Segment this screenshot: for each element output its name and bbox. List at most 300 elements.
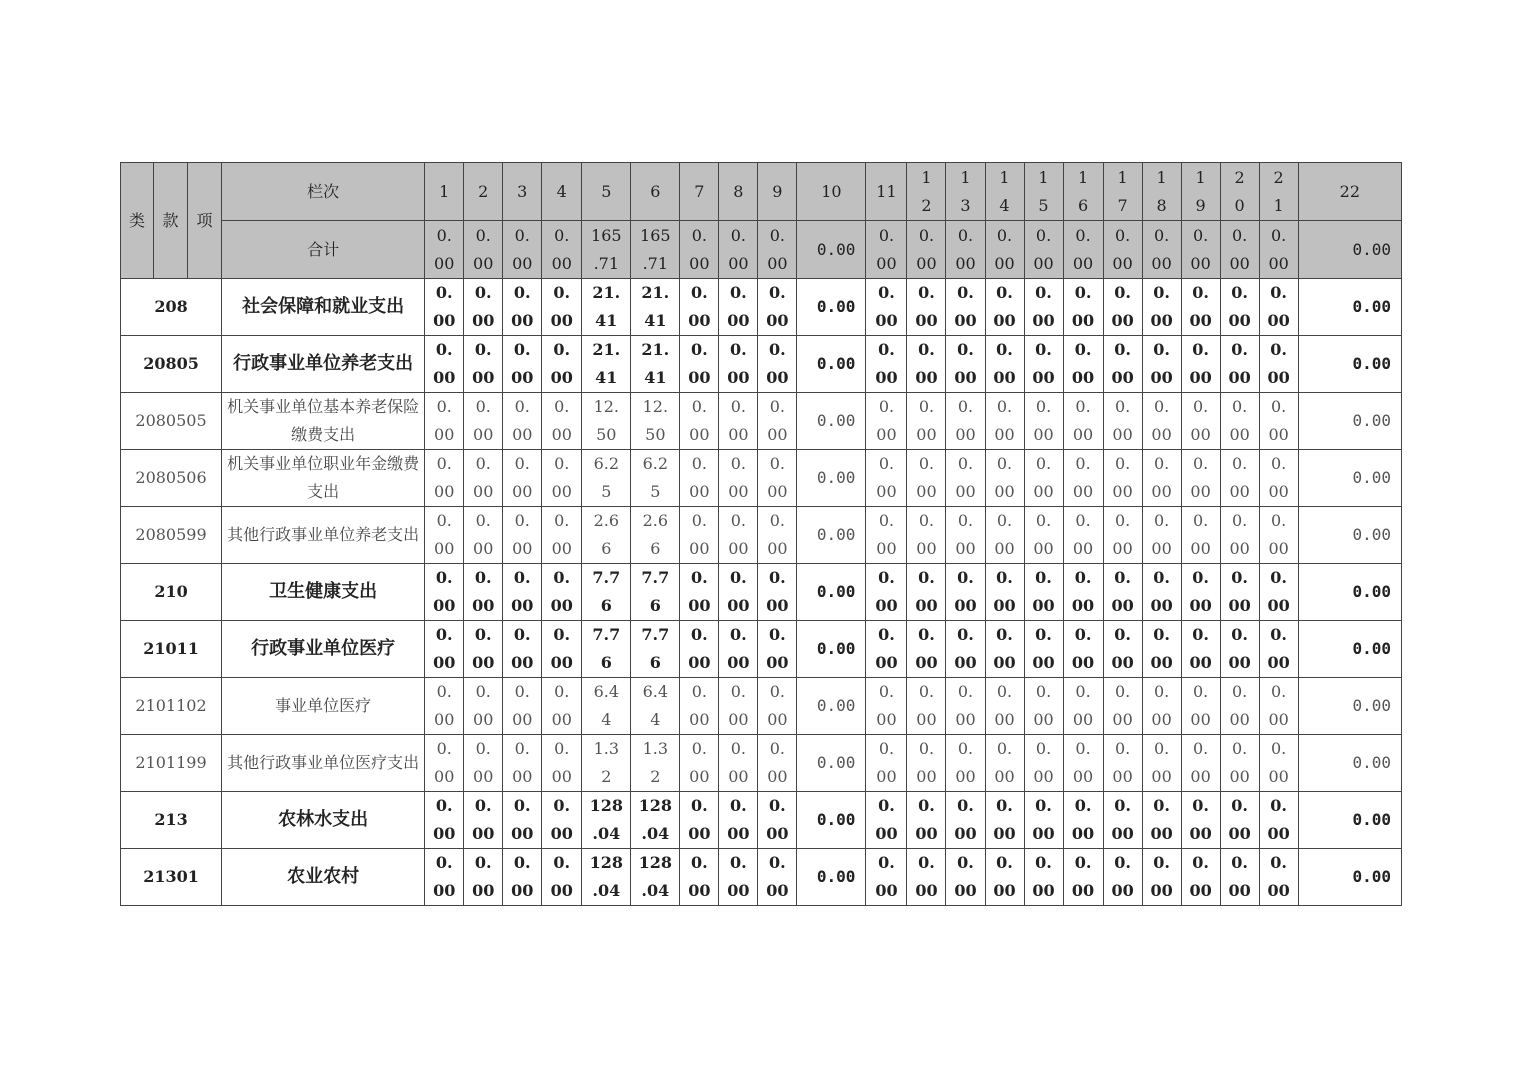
table-row — [121, 849, 1402, 906]
row-value-col-11: 0. 00 — [866, 678, 907, 735]
row-value-col-15: 0. 00 — [1024, 450, 1063, 507]
row-value-col-18: 0. 00 — [1142, 279, 1181, 336]
row-value-col-1: 0. 00 — [425, 735, 464, 792]
row-value-col-17: 0. 00 — [1103, 849, 1142, 906]
total-value-col-21: 0. 00 — [1259, 221, 1298, 279]
row-name: 行政事业单位医疗 — [222, 621, 425, 678]
column-number-20: 2 0 — [1220, 163, 1259, 221]
row-value-col-9: 0. 00 — [758, 678, 797, 735]
row-value-col-5: 7.7 6 — [582, 621, 631, 678]
row-value-col-18: 0. 00 — [1142, 393, 1181, 450]
total-value-col-13: 0. 00 — [946, 221, 985, 279]
row-value-col-6: 21. 41 — [631, 279, 680, 336]
row-value-col-13: 0. 00 — [946, 507, 985, 564]
row-value-col-13: 0. 00 — [946, 450, 985, 507]
row-value-col-22: 0.00 — [1298, 849, 1401, 906]
row-value-col-3: 0. 00 — [503, 507, 542, 564]
row-value-col-19: 0. 00 — [1181, 792, 1220, 849]
row-value-col-4: 0. 00 — [542, 564, 582, 621]
row-value-col-9: 0. 00 — [758, 336, 797, 393]
table-body — [121, 279, 1402, 906]
row-value-col-17: 0. 00 — [1103, 450, 1142, 507]
row-value-col-17: 0. 00 — [1103, 735, 1142, 792]
row-value-col-3: 0. 00 — [503, 678, 542, 735]
column-number-17: 1 7 — [1103, 163, 1142, 221]
column-number-16: 1 6 — [1063, 163, 1103, 221]
row-value-col-9: 0. 00 — [758, 792, 797, 849]
row-value-col-16: 0. 00 — [1063, 849, 1103, 906]
row-value-col-17: 0. 00 — [1103, 279, 1142, 336]
table-row — [121, 678, 1402, 735]
row-value-col-19: 0. 00 — [1181, 507, 1220, 564]
column-number-3: 3 — [503, 163, 542, 221]
row-value-col-11: 0. 00 — [866, 279, 907, 336]
row-value-col-15: 0. 00 — [1024, 393, 1063, 450]
total-value-col-11: 0. 00 — [866, 221, 907, 279]
table-row — [121, 336, 1402, 393]
row-value-col-21: 0. 00 — [1259, 393, 1298, 450]
row-value-col-16: 0. 00 — [1063, 735, 1103, 792]
row-value-col-15: 0. 00 — [1024, 279, 1063, 336]
row-value-col-13: 0. 00 — [946, 678, 985, 735]
row-value-col-5: 128 .04 — [582, 792, 631, 849]
row-value-col-15: 0. 00 — [1024, 678, 1063, 735]
row-value-col-15: 0. 00 — [1024, 564, 1063, 621]
row-value-col-1: 0. 00 — [425, 678, 464, 735]
row-value-col-13: 0. 00 — [946, 792, 985, 849]
row-value-col-14: 0. 00 — [985, 735, 1024, 792]
row-code: 2101102 — [121, 678, 222, 735]
row-name: 社会保障和就业支出 — [222, 279, 425, 336]
row-value-col-5: 6.4 4 — [582, 678, 631, 735]
column-number-11: 11 — [866, 163, 907, 221]
row-value-col-4: 0. 00 — [542, 393, 582, 450]
row-value-col-5: 1.3 2 — [582, 735, 631, 792]
row-value-col-18: 0. 00 — [1142, 507, 1181, 564]
column-number-18: 1 8 — [1142, 163, 1181, 221]
header-row-lanci — [121, 163, 1402, 221]
row-value-col-6: 12. 50 — [631, 393, 680, 450]
row-value-col-2: 0. 00 — [464, 507, 503, 564]
row-value-col-20: 0. 00 — [1220, 621, 1259, 678]
row-value-col-15: 0. 00 — [1024, 621, 1063, 678]
row-code: 2080505 — [121, 393, 222, 450]
total-value-col-17: 0. 00 — [1103, 221, 1142, 279]
row-value-col-12: 0. 00 — [907, 507, 946, 564]
total-value-col-4: 0. 00 — [542, 221, 582, 279]
table-row — [121, 564, 1402, 621]
row-value-col-10: 0.00 — [797, 621, 866, 678]
table-row — [121, 393, 1402, 450]
row-value-col-1: 0. 00 — [425, 336, 464, 393]
row-value-col-9: 0. 00 — [758, 849, 797, 906]
row-value-col-15: 0. 00 — [1024, 792, 1063, 849]
row-value-col-6: 128 .04 — [631, 849, 680, 906]
row-value-col-9: 0. 00 — [758, 564, 797, 621]
row-value-col-6: 6.4 4 — [631, 678, 680, 735]
row-value-col-11: 0. 00 — [866, 507, 907, 564]
row-value-col-5: 21. 41 — [582, 336, 631, 393]
row-value-col-20: 0. 00 — [1220, 849, 1259, 906]
row-value-col-14: 0. 00 — [985, 621, 1024, 678]
row-value-col-22: 0.00 — [1298, 450, 1401, 507]
column-number-19: 1 9 — [1181, 163, 1220, 221]
row-value-col-18: 0. 00 — [1142, 678, 1181, 735]
row-value-col-10: 0.00 — [797, 279, 866, 336]
table-row — [121, 621, 1402, 678]
row-value-col-19: 0. 00 — [1181, 735, 1220, 792]
row-value-col-1: 0. 00 — [425, 564, 464, 621]
total-value-col-9: 0. 00 — [758, 221, 797, 279]
row-value-col-6: 6.2 5 — [631, 450, 680, 507]
row-value-col-20: 0. 00 — [1220, 678, 1259, 735]
row-value-col-19: 0. 00 — [1181, 678, 1220, 735]
row-value-col-7: 0. 00 — [680, 507, 719, 564]
row-value-col-11: 0. 00 — [866, 450, 907, 507]
row-value-col-6: 128 .04 — [631, 792, 680, 849]
row-value-col-2: 0. 00 — [464, 564, 503, 621]
row-value-col-14: 0. 00 — [985, 336, 1024, 393]
row-name: 其他行政事业单位养老支出 — [222, 507, 425, 564]
row-value-col-13: 0. 00 — [946, 621, 985, 678]
row-value-col-22: 0.00 — [1298, 336, 1401, 393]
row-name: 农林水支出 — [222, 792, 425, 849]
row-value-col-20: 0. 00 — [1220, 450, 1259, 507]
row-value-col-5: 128 .04 — [582, 849, 631, 906]
row-value-col-3: 0. 00 — [503, 621, 542, 678]
row-value-col-1: 0. 00 — [425, 621, 464, 678]
row-value-col-14: 0. 00 — [985, 792, 1024, 849]
row-value-col-6: 7.7 6 — [631, 621, 680, 678]
row-value-col-2: 0. 00 — [464, 279, 503, 336]
row-value-col-10: 0.00 — [797, 735, 866, 792]
row-code: 20805 — [121, 336, 222, 393]
row-value-col-12: 0. 00 — [907, 336, 946, 393]
row-value-col-16: 0. 00 — [1063, 678, 1103, 735]
header-lei: 类 — [121, 163, 154, 279]
row-value-col-13: 0. 00 — [946, 393, 985, 450]
column-number-7: 7 — [680, 163, 719, 221]
row-name: 农业农村 — [222, 849, 425, 906]
row-name: 卫生健康支出 — [222, 564, 425, 621]
row-value-col-10: 0.00 — [797, 393, 866, 450]
row-value-col-7: 0. 00 — [680, 450, 719, 507]
row-value-col-11: 0. 00 — [866, 564, 907, 621]
row-value-col-19: 0. 00 — [1181, 849, 1220, 906]
row-value-col-12: 0. 00 — [907, 279, 946, 336]
row-value-col-3: 0. 00 — [503, 279, 542, 336]
row-value-col-18: 0. 00 — [1142, 621, 1181, 678]
row-value-col-13: 0. 00 — [946, 735, 985, 792]
row-code: 213 — [121, 792, 222, 849]
row-value-col-2: 0. 00 — [464, 336, 503, 393]
row-value-col-20: 0. 00 — [1220, 735, 1259, 792]
row-value-col-7: 0. 00 — [680, 336, 719, 393]
row-value-col-8: 0. 00 — [719, 279, 758, 336]
row-value-col-17: 0. 00 — [1103, 792, 1142, 849]
column-number-9: 9 — [758, 163, 797, 221]
row-value-col-20: 0. 00 — [1220, 336, 1259, 393]
total-value-col-12: 0. 00 — [907, 221, 946, 279]
row-value-col-5: 21. 41 — [582, 279, 631, 336]
total-value-col-15: 0. 00 — [1024, 221, 1063, 279]
row-value-col-8: 0. 00 — [719, 792, 758, 849]
row-value-col-19: 0. 00 — [1181, 336, 1220, 393]
row-value-col-22: 0.00 — [1298, 792, 1401, 849]
total-value-col-22: 0.00 — [1298, 221, 1401, 279]
row-value-col-4: 0. 00 — [542, 621, 582, 678]
row-value-col-13: 0. 00 — [946, 849, 985, 906]
row-code: 2080599 — [121, 507, 222, 564]
column-number-4: 4 — [542, 163, 582, 221]
total-value-col-20: 0. 00 — [1220, 221, 1259, 279]
row-value-col-19: 0. 00 — [1181, 450, 1220, 507]
total-value-col-8: 0. 00 — [719, 221, 758, 279]
row-value-col-14: 0. 00 — [985, 678, 1024, 735]
row-value-col-8: 0. 00 — [719, 849, 758, 906]
row-value-col-11: 0. 00 — [866, 621, 907, 678]
row-value-col-5: 2.6 6 — [582, 507, 631, 564]
row-value-col-17: 0. 00 — [1103, 678, 1142, 735]
row-value-col-16: 0. 00 — [1063, 792, 1103, 849]
row-value-col-6: 2.6 6 — [631, 507, 680, 564]
table-row — [121, 450, 1402, 507]
row-value-col-6: 1.3 2 — [631, 735, 680, 792]
row-value-col-16: 0. 00 — [1063, 279, 1103, 336]
row-value-col-7: 0. 00 — [680, 393, 719, 450]
row-value-col-3: 0. 00 — [503, 735, 542, 792]
row-value-col-4: 0. 00 — [542, 735, 582, 792]
row-value-col-20: 0. 00 — [1220, 507, 1259, 564]
row-value-col-22: 0.00 — [1298, 564, 1401, 621]
row-value-col-4: 0. 00 — [542, 507, 582, 564]
row-value-col-11: 0. 00 — [866, 735, 907, 792]
row-value-col-8: 0. 00 — [719, 564, 758, 621]
row-value-col-20: 0. 00 — [1220, 279, 1259, 336]
row-value-col-14: 0. 00 — [985, 279, 1024, 336]
table-row — [121, 735, 1402, 792]
row-value-col-14: 0. 00 — [985, 564, 1024, 621]
row-value-col-14: 0. 00 — [985, 393, 1024, 450]
row-value-col-5: 12. 50 — [582, 393, 631, 450]
row-code: 2080506 — [121, 450, 222, 507]
row-value-col-8: 0. 00 — [719, 393, 758, 450]
total-value-col-14: 0. 00 — [985, 221, 1024, 279]
row-value-col-1: 0. 00 — [425, 507, 464, 564]
column-number-21: 2 1 — [1259, 163, 1298, 221]
row-value-col-4: 0. 00 — [542, 792, 582, 849]
row-value-col-16: 0. 00 — [1063, 507, 1103, 564]
total-value-col-18: 0. 00 — [1142, 221, 1181, 279]
row-value-col-2: 0. 00 — [464, 849, 503, 906]
row-value-col-19: 0. 00 — [1181, 564, 1220, 621]
row-value-col-21: 0. 00 — [1259, 735, 1298, 792]
row-value-col-4: 0. 00 — [542, 678, 582, 735]
row-value-col-9: 0. 00 — [758, 507, 797, 564]
header-heji-label: 合计 — [222, 221, 425, 279]
row-value-col-19: 0. 00 — [1181, 621, 1220, 678]
row-value-col-7: 0. 00 — [680, 621, 719, 678]
row-value-col-22: 0.00 — [1298, 507, 1401, 564]
row-value-col-2: 0. 00 — [464, 735, 503, 792]
row-value-col-1: 0. 00 — [425, 792, 464, 849]
row-name: 其他行政事业单位医疗支出 — [222, 735, 425, 792]
row-value-col-21: 0. 00 — [1259, 621, 1298, 678]
row-value-col-10: 0.00 — [797, 450, 866, 507]
row-value-col-8: 0. 00 — [719, 621, 758, 678]
row-value-col-5: 6.2 5 — [582, 450, 631, 507]
row-value-col-7: 0. 00 — [680, 849, 719, 906]
table-row — [121, 792, 1402, 849]
column-number-1: 1 — [425, 163, 464, 221]
row-value-col-14: 0. 00 — [985, 507, 1024, 564]
total-value-col-7: 0. 00 — [680, 221, 719, 279]
total-value-col-19: 0. 00 — [1181, 221, 1220, 279]
row-value-col-18: 0. 00 — [1142, 450, 1181, 507]
row-value-col-21: 0. 00 — [1259, 279, 1298, 336]
row-value-col-8: 0. 00 — [719, 507, 758, 564]
row-value-col-22: 0.00 — [1298, 735, 1401, 792]
row-value-col-9: 0. 00 — [758, 621, 797, 678]
row-value-col-11: 0. 00 — [866, 792, 907, 849]
row-value-col-15: 0. 00 — [1024, 849, 1063, 906]
row-value-col-2: 0. 00 — [464, 450, 503, 507]
row-value-col-9: 0. 00 — [758, 393, 797, 450]
row-value-col-18: 0. 00 — [1142, 564, 1181, 621]
row-value-col-8: 0. 00 — [719, 336, 758, 393]
row-value-col-2: 0. 00 — [464, 393, 503, 450]
row-value-col-17: 0. 00 — [1103, 336, 1142, 393]
total-value-col-16: 0. 00 — [1063, 221, 1103, 279]
row-value-col-12: 0. 00 — [907, 735, 946, 792]
row-value-col-17: 0. 00 — [1103, 564, 1142, 621]
total-value-col-3: 0. 00 — [503, 221, 542, 279]
row-value-col-7: 0. 00 — [680, 792, 719, 849]
total-value-col-5: 165 .71 — [582, 221, 631, 279]
row-value-col-12: 0. 00 — [907, 564, 946, 621]
column-number-14: 1 4 — [985, 163, 1024, 221]
row-value-col-9: 0. 00 — [758, 450, 797, 507]
row-value-col-10: 0.00 — [797, 849, 866, 906]
row-value-col-12: 0. 00 — [907, 792, 946, 849]
row-value-col-13: 0. 00 — [946, 279, 985, 336]
row-value-col-12: 0. 00 — [907, 393, 946, 450]
row-value-col-12: 0. 00 — [907, 450, 946, 507]
column-number-22: 22 — [1298, 163, 1401, 221]
column-number-12: 1 2 — [907, 163, 946, 221]
row-value-col-3: 0. 00 — [503, 564, 542, 621]
row-value-col-8: 0. 00 — [719, 735, 758, 792]
row-value-col-2: 0. 00 — [464, 621, 503, 678]
row-value-col-10: 0.00 — [797, 564, 866, 621]
row-value-col-12: 0. 00 — [907, 621, 946, 678]
row-value-col-20: 0. 00 — [1220, 792, 1259, 849]
row-value-col-22: 0.00 — [1298, 621, 1401, 678]
row-value-col-3: 0. 00 — [503, 393, 542, 450]
row-value-col-18: 0. 00 — [1142, 849, 1181, 906]
row-code: 208 — [121, 279, 222, 336]
row-value-col-4: 0. 00 — [542, 450, 582, 507]
row-value-col-2: 0. 00 — [464, 792, 503, 849]
row-value-col-16: 0. 00 — [1063, 621, 1103, 678]
row-value-col-11: 0. 00 — [866, 849, 907, 906]
row-value-col-5: 7.7 6 — [582, 564, 631, 621]
row-value-col-12: 0. 00 — [907, 678, 946, 735]
row-value-col-4: 0. 00 — [542, 336, 582, 393]
table-row — [121, 507, 1402, 564]
row-value-col-7: 0. 00 — [680, 678, 719, 735]
row-value-col-10: 0.00 — [797, 678, 866, 735]
row-value-col-1: 0. 00 — [425, 279, 464, 336]
row-value-col-17: 0. 00 — [1103, 507, 1142, 564]
row-value-col-20: 0. 00 — [1220, 564, 1259, 621]
row-value-col-18: 0. 00 — [1142, 792, 1181, 849]
row-value-col-11: 0. 00 — [866, 336, 907, 393]
row-value-col-9: 0. 00 — [758, 279, 797, 336]
header-row-heji — [121, 221, 1402, 279]
table-row — [121, 279, 1402, 336]
row-value-col-18: 0. 00 — [1142, 336, 1181, 393]
total-value-col-10: 0.00 — [797, 221, 866, 279]
column-number-13: 1 3 — [946, 163, 985, 221]
column-number-15: 1 5 — [1024, 163, 1063, 221]
row-value-col-9: 0. 00 — [758, 735, 797, 792]
row-value-col-10: 0.00 — [797, 792, 866, 849]
row-name: 事业单位医疗 — [222, 678, 425, 735]
row-value-col-4: 0. 00 — [542, 279, 582, 336]
row-value-col-13: 0. 00 — [946, 336, 985, 393]
row-value-col-19: 0. 00 — [1181, 279, 1220, 336]
row-value-col-17: 0. 00 — [1103, 621, 1142, 678]
row-value-col-10: 0.00 — [797, 336, 866, 393]
total-value-col-1: 0. 00 — [425, 221, 464, 279]
row-value-col-1: 0. 00 — [425, 393, 464, 450]
row-name: 机关事业单位基本养老保险缴费支出 — [222, 393, 425, 450]
row-code: 2101199 — [121, 735, 222, 792]
row-value-col-8: 0. 00 — [719, 450, 758, 507]
row-value-col-16: 0. 00 — [1063, 450, 1103, 507]
row-name: 行政事业单位养老支出 — [222, 336, 425, 393]
row-value-col-3: 0. 00 — [503, 450, 542, 507]
row-value-col-17: 0. 00 — [1103, 393, 1142, 450]
row-value-col-7: 0. 00 — [680, 564, 719, 621]
row-value-col-15: 0. 00 — [1024, 336, 1063, 393]
row-code: 21301 — [121, 849, 222, 906]
row-value-col-8: 0. 00 — [719, 678, 758, 735]
row-value-col-16: 0. 00 — [1063, 564, 1103, 621]
row-value-col-19: 0. 00 — [1181, 393, 1220, 450]
row-value-col-3: 0. 00 — [503, 336, 542, 393]
row-value-col-22: 0.00 — [1298, 279, 1401, 336]
budget-table — [120, 162, 1402, 906]
row-name: 机关事业单位职业年金缴费支出 — [222, 450, 425, 507]
row-value-col-21: 0. 00 — [1259, 678, 1298, 735]
row-value-col-6: 7.7 6 — [631, 564, 680, 621]
row-code: 21011 — [121, 621, 222, 678]
row-value-col-14: 0. 00 — [985, 849, 1024, 906]
row-value-col-16: 0. 00 — [1063, 393, 1103, 450]
row-value-col-18: 0. 00 — [1142, 735, 1181, 792]
column-number-2: 2 — [464, 163, 503, 221]
row-value-col-7: 0. 00 — [680, 279, 719, 336]
row-value-col-7: 0. 00 — [680, 735, 719, 792]
row-value-col-21: 0. 00 — [1259, 849, 1298, 906]
row-value-col-3: 0. 00 — [503, 849, 542, 906]
row-value-col-16: 0. 00 — [1063, 336, 1103, 393]
row-value-col-21: 0. 00 — [1259, 564, 1298, 621]
row-value-col-22: 0.00 — [1298, 678, 1401, 735]
row-code: 210 — [121, 564, 222, 621]
